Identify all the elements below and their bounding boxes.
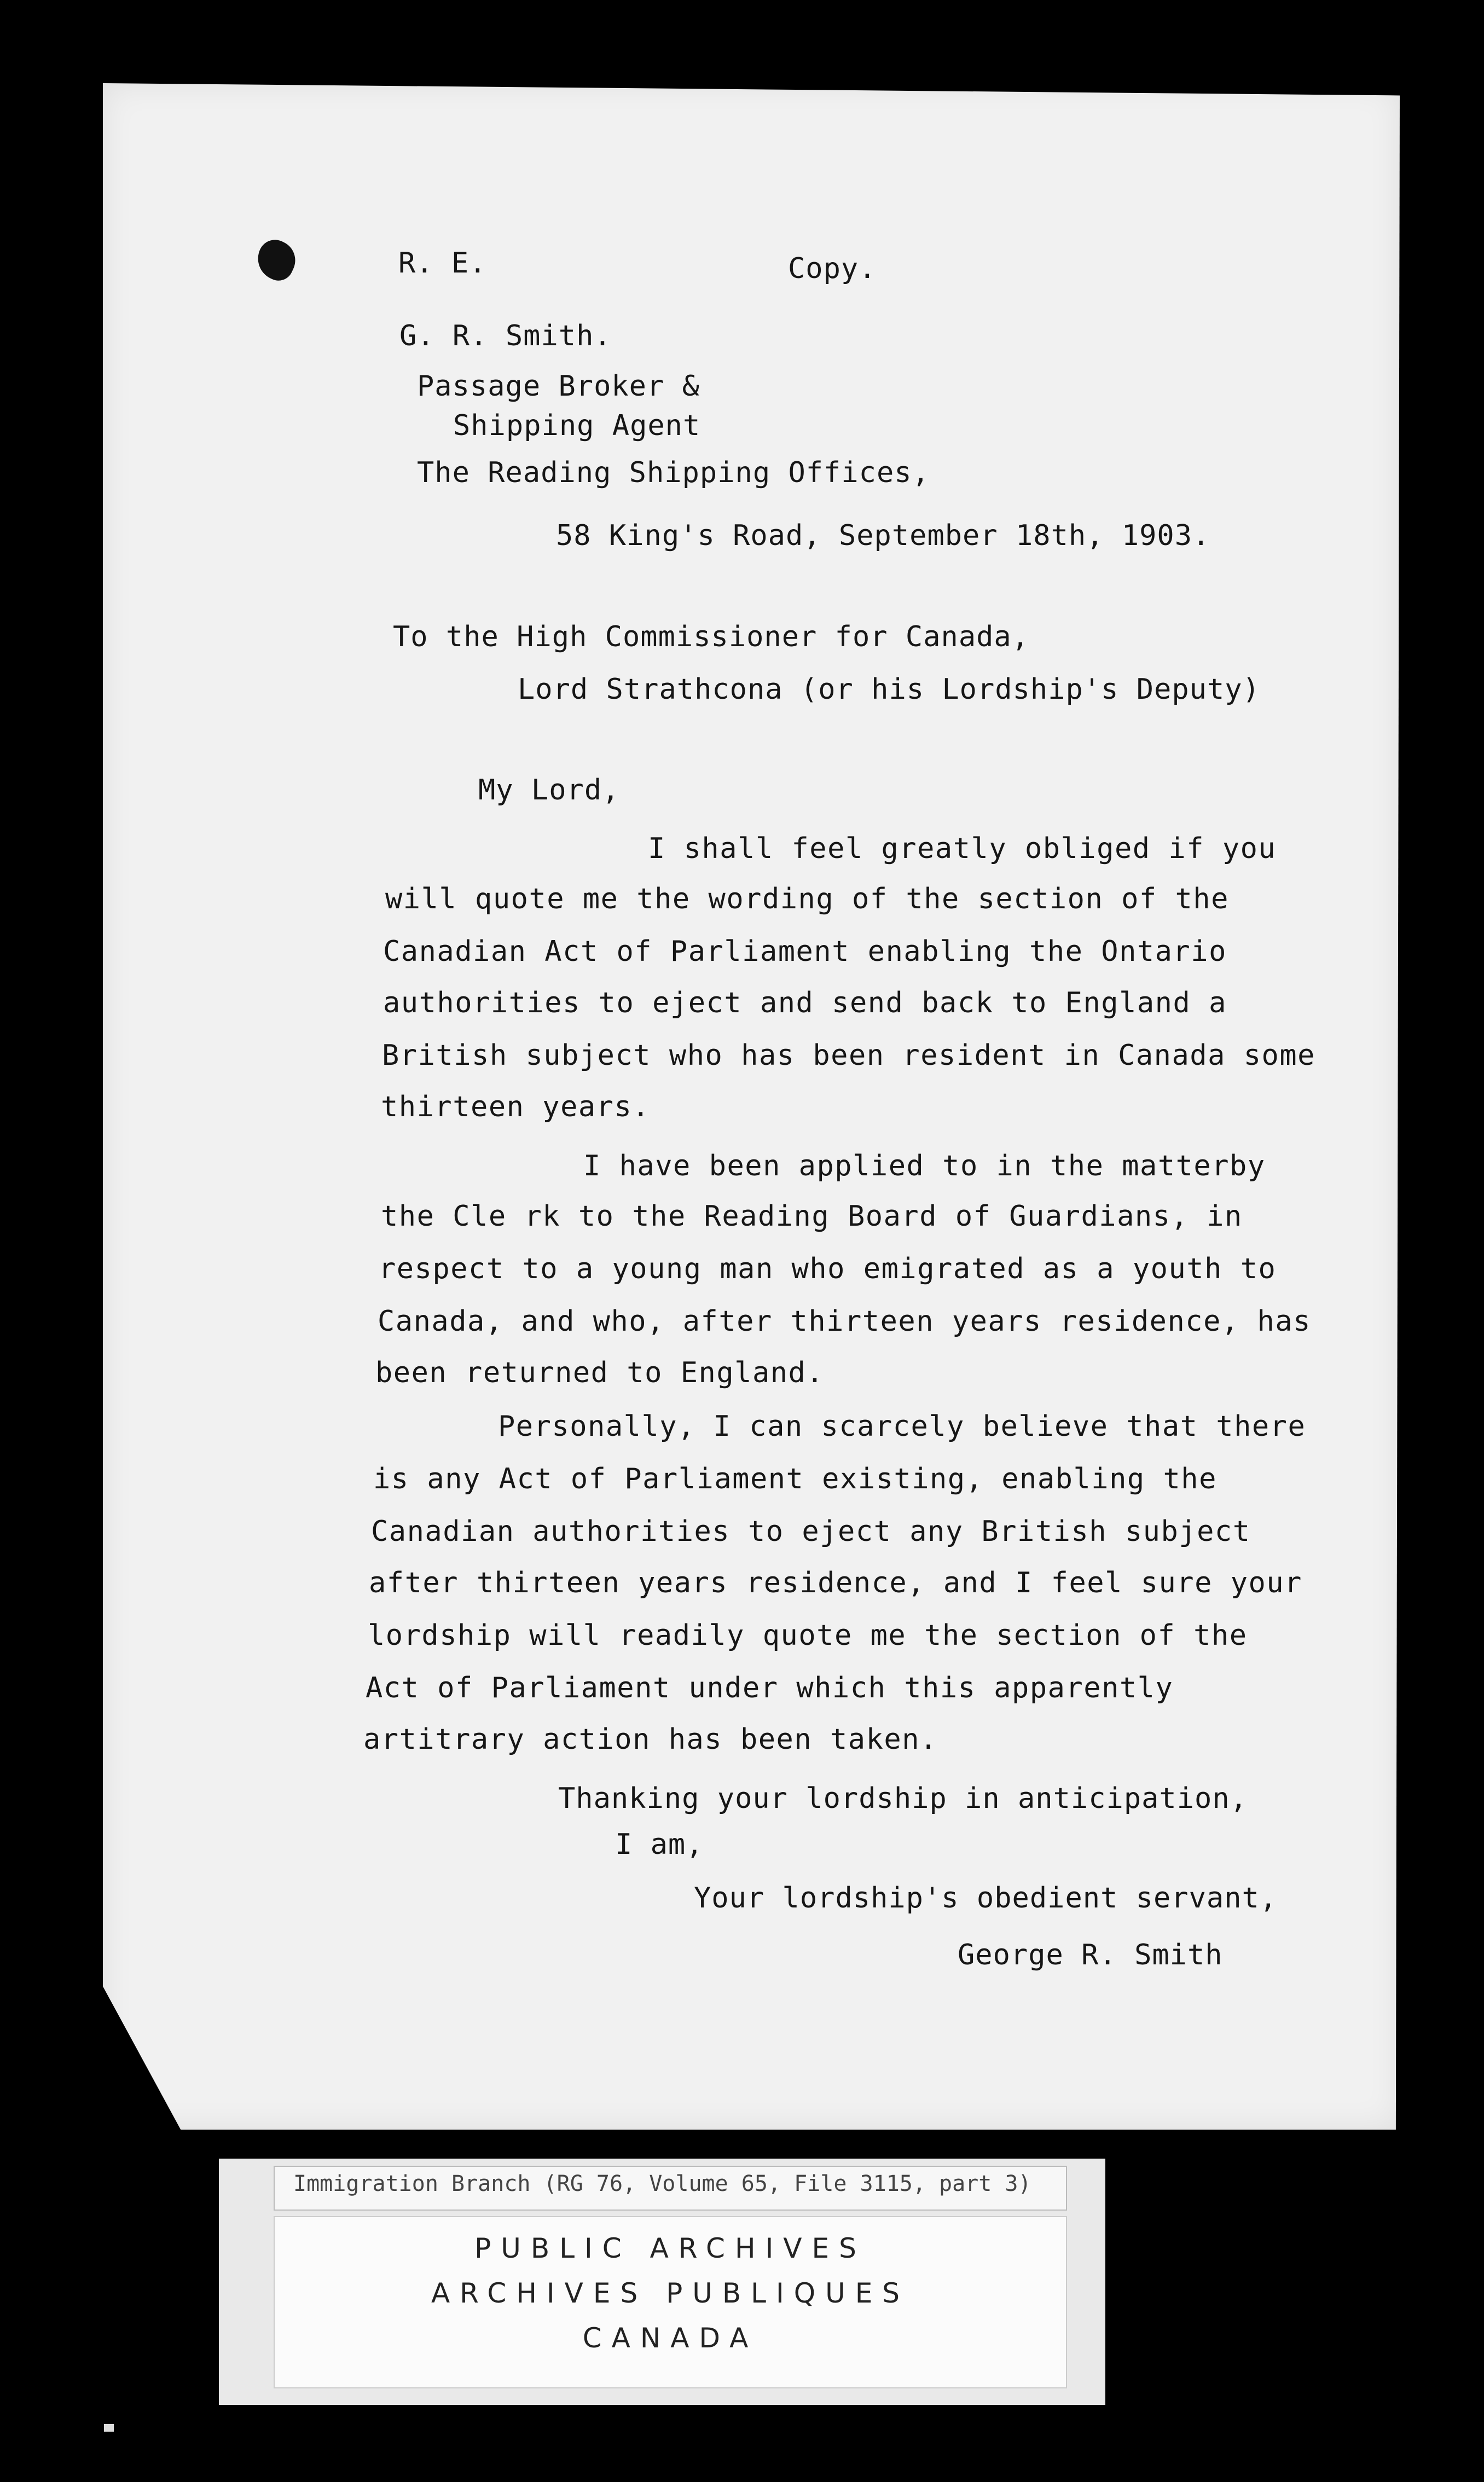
header-initials: R. E.: [398, 247, 487, 280]
body-line: Act of Parliament under which this apparently: [366, 1672, 1174, 1704]
sender-name: G. R. Smith.: [399, 320, 612, 352]
recipient-line-1: To the High Commissioner for Canada,: [393, 620, 1030, 653]
file-reference-text: Immigration Branch (RG 76, Volume 65, File 3115, part 3): [293, 2171, 1031, 2196]
body-line: the Cle rk to the Reading Board of Guardians, in: [381, 1200, 1243, 1233]
body-line: authorities to eject and send back to England a: [383, 987, 1227, 1019]
body-line: artitrary action has been taken.: [363, 1723, 938, 1756]
body-line: British subject who has been resident in Canada some: [382, 1039, 1315, 1072]
body-line: been returned to England.: [375, 1356, 825, 1389]
closing-servant: Your lordship's obedient servant,: [694, 1882, 1278, 1915]
film-speck: [104, 2424, 114, 2432]
closing-thanks: Thanking your lordship in anticipation,: [558, 1782, 1248, 1815]
body-line: I shall feel greatly obliged if you: [648, 832, 1277, 865]
letter-page: [103, 83, 1400, 2130]
sender-title-line-2: Shipping Agent: [453, 409, 701, 442]
body-line: Canadian Act of Parliament enabling the Ontario: [383, 935, 1227, 968]
body-line: is any Act of Parliament existing, enabling the: [373, 1463, 1217, 1495]
header-copy-label: Copy.: [788, 252, 877, 285]
body-line: I have been applied to in the matterby: [583, 1150, 1266, 1182]
body-line: will quote me the wording of the section of the: [385, 883, 1229, 915]
archive-stamp-line-3: CANADA: [582, 2322, 758, 2354]
sender-title-line-1: Passage Broker &: [417, 370, 700, 403]
signature: George R. Smith: [958, 1939, 1223, 1971]
sender-address-date: 58 King's Road, September 18th, 1903.: [556, 519, 1210, 552]
closing-i-am: I am,: [615, 1828, 704, 1861]
body-line: thirteen years.: [381, 1091, 651, 1123]
body-line: respect to a young man who emigrated as a youth to: [379, 1252, 1277, 1285]
body-line: Canada, and who, after thirteen years residence, has: [378, 1305, 1311, 1338]
recipient-line-2: Lord Strathcona (or his Lordship's Deputy): [518, 673, 1260, 706]
archive-stamp-line-1: PUBLIC ARCHIVES: [474, 2232, 866, 2264]
sender-office: The Reading Shipping Offices,: [417, 456, 930, 489]
body-line: Personally, I can scarcely believe that there: [498, 1410, 1306, 1443]
body-line: Canadian authorities to eject any British subject: [371, 1515, 1251, 1548]
body-line: lordship will readily quote me the section of the: [368, 1619, 1248, 1652]
salutation: My Lord,: [478, 774, 620, 807]
archive-stamp-line-2: ARCHIVES PUBLIQUES: [431, 2277, 910, 2309]
body-line: after thirteen years residence, and I feel sure your: [369, 1567, 1302, 1599]
